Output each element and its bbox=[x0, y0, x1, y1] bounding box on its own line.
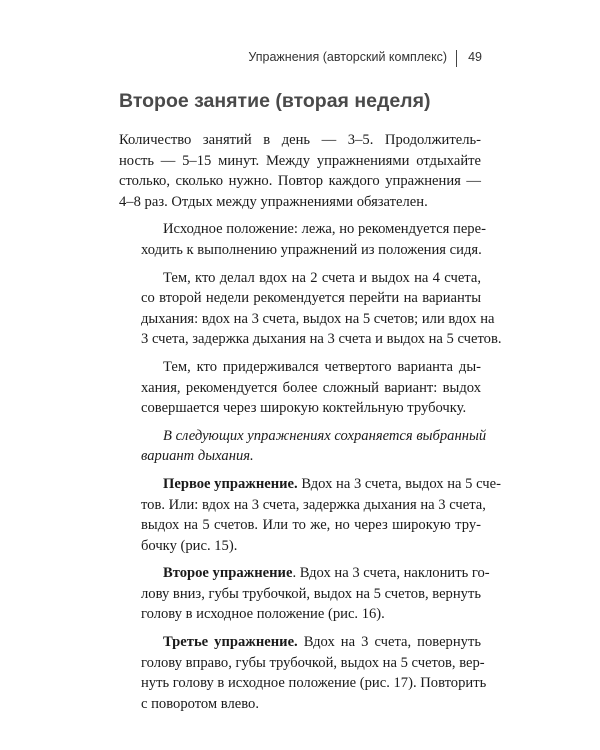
text-line: 3 счета, задержка дыхания на 3 счета и выдох на 5 счетов. bbox=[141, 331, 502, 348]
text-line: со второй недели рекомендуется перейти на варианты bbox=[141, 290, 481, 307]
exercise-1-heading: Первое упражнение. bbox=[163, 475, 298, 492]
text-line: нуть голову в исходное положение (рис. 17). Повторить bbox=[141, 675, 487, 692]
paragraph-schedule bbox=[119, 130, 481, 212]
paragraph-exercise-3 bbox=[119, 632, 487, 714]
text-line: голову вправо, губы трубочкой, выдох на 5 счетов, вер- bbox=[141, 654, 485, 671]
text-line: столько, сколько нужно. Повтор каждого упражнения — bbox=[119, 173, 481, 190]
running-header bbox=[248, 46, 482, 67]
text-line: бочку (рис. 15). bbox=[141, 537, 238, 554]
text-line: Количество занятий в день — 3–5. Продолжитель- bbox=[119, 132, 481, 148]
text-line: Второе упражнение. Вдох на 3 счета, наклонить го- bbox=[163, 565, 490, 582]
paragraph-exercise-2 bbox=[119, 563, 490, 625]
text-line: тов. Или: вдох на 3 счета, задержка дыхания на 3 счета, bbox=[141, 496, 486, 513]
text-line: совершается через широкую коктейльную трубочку. bbox=[141, 400, 467, 417]
body-text bbox=[119, 130, 502, 721]
exercise-2-heading: Второе упражнение bbox=[163, 565, 293, 582]
text-line: В следующих упражнениях сохраняется выбранный bbox=[163, 427, 487, 444]
paragraph-complex-variant bbox=[119, 357, 481, 419]
text-line: вариант дыхания. bbox=[141, 448, 254, 465]
page-number: 49 bbox=[468, 49, 482, 64]
text-line: Первое упражнение. Вдох на 3 счета, выдох на 5 сче- bbox=[163, 475, 501, 492]
paragraph-breathing-variants bbox=[119, 268, 502, 350]
running-title: Упражнения (авторский комплекс) bbox=[248, 49, 448, 64]
section-title: Второе занятие (вторая неделя) bbox=[119, 90, 431, 112]
text-line: лову вниз, губы трубочкой, выдох на 5 счетов, вернуть bbox=[141, 585, 481, 602]
text-line: ность — 5–15 минут. Между упражнениями отдыхайте bbox=[119, 152, 481, 169]
text-line: 4–8 раз. Отдых между упражнениями обязателен. bbox=[119, 193, 428, 210]
exercise-3-heading: Третье упражнение. bbox=[163, 634, 298, 651]
text-line: голову в исходное положение (рис. 16). bbox=[141, 606, 385, 623]
text-line: Тем, кто делал вдох на 2 счета и выдох на 4 счета, bbox=[163, 269, 481, 286]
text-line: ходить к выполнению упражнений из положения сидя. bbox=[141, 241, 482, 258]
paragraph-italic-note bbox=[119, 426, 487, 467]
text-line: Третье упражнение. Вдох на 3 счета, повернуть bbox=[163, 634, 481, 651]
text-line: Тем, кто придерживался четвертого варианта ды- bbox=[163, 358, 481, 375]
text-line: Исходное положение: лежа, но рекомендуется пере- bbox=[163, 221, 486, 238]
text-line: хания, рекомендуется более сложный вариант: выдох bbox=[141, 379, 481, 396]
paragraph-start-position bbox=[119, 219, 486, 260]
text-line: с поворотом влево. bbox=[141, 695, 260, 712]
text-line: дыхания: вдох на 3 счета, выдох на 5 счетов; или вдох на bbox=[141, 310, 495, 327]
header-divider bbox=[456, 50, 457, 67]
paragraph-exercise-1 bbox=[119, 474, 501, 556]
text-line: выдох на 5 счетов. Или то же, но через широкую тру- bbox=[141, 517, 481, 534]
